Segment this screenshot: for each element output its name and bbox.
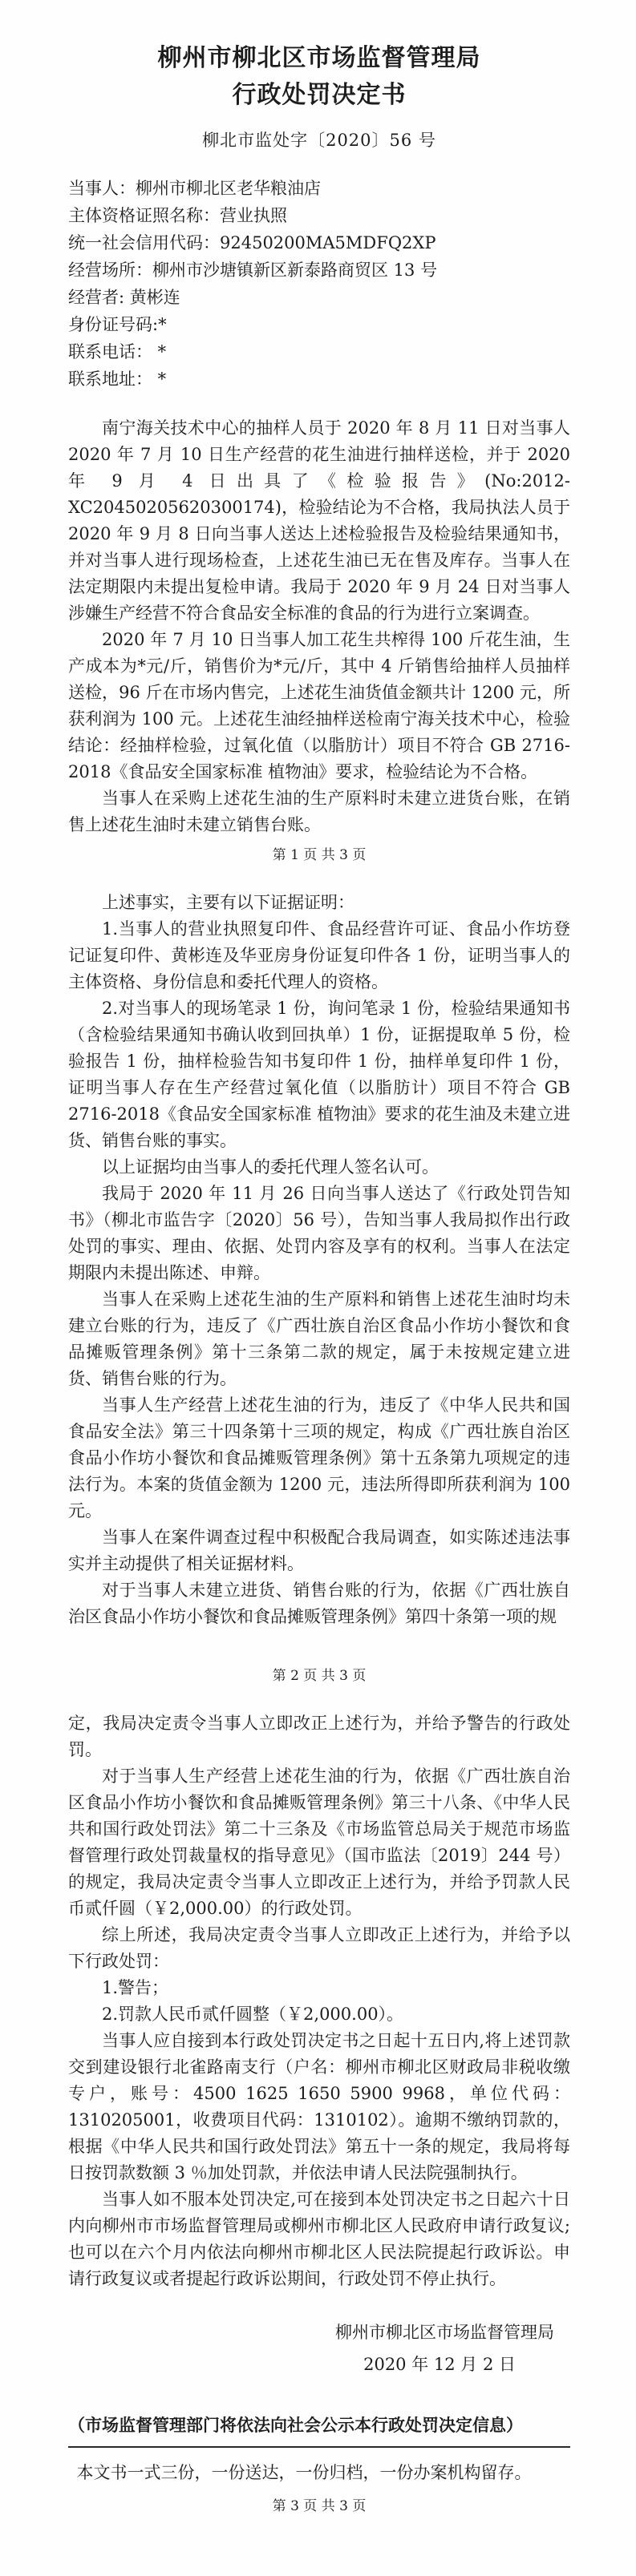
page-footer-2: 第 2 页 共 3 页 bbox=[272, 1668, 367, 1684]
evidence-intro-paragraph: 上述事实，主要有以下证据证明： bbox=[102, 893, 354, 912]
agency-title: 柳州市柳北区市场监督管理局 bbox=[157, 44, 481, 72]
ledger-fact-paragraph: 当事人在采购上述花生油的生产原料时未建立进货台账，在销售上述花生油时未建立销售台账。 bbox=[68, 789, 570, 834]
evidence-item-1-paragraph: 1.当事人的营业执照复印件、食品经营许可证、食品小作坊登记证复印件、黄彬连及华亚房身份证复印件各 1 份，证明当事人的主体资格、身份信息和委托代理人的资格。 bbox=[68, 919, 570, 991]
fine-penalty-basis-paragraph: 对于当事人生产经营上述花生油的行为，依据《广西壮族自治区食品小作坊小餐饮和食品摊贩管理条例》第三十八条、《中华人民共和国行政处罚法》第二十三条及《市场监管总局关于规范市场监督管理行政处罚裁量权的指导意见》（国市监法〔2019〕244 号）的规定，我局决定责令当事人立即改正上述行为，并给予罚款人民币贰仟圆（￥2,000.00）的行政处罚。 bbox=[68, 1766, 570, 1918]
page-footer-1: 第 1 页 共 3 页 bbox=[272, 847, 367, 863]
notice-service-paragraph: 我局于 2020 年 11 月 26 日向当事人送达了《行政处罚告知书》（柳北市监告字〔2020〕56 号），告知当事人我局拟作出行政处罚的事实、理由、依据、处罚内容及享有的权利。当事人在法定期限内未提出陈述、申辩。 bbox=[68, 1184, 570, 1282]
credit-code-line: 统一社会信用代码：92450200MA5MDFQ2XP bbox=[68, 233, 436, 252]
page-footer-3: 第 3 页 共 3 页 bbox=[272, 2498, 367, 2514]
facts-paragraph: 2020 年 7 月 10 日当事人加工花生共榨得 100 斤花生油，生产成本为*元/斤，销售价为*元/斤，其中 4 斤销售给抽样人员抽样送检，96 斤在市场内售完，上述花生油货值金额共计 1200 元，所获利润为 100 元。上述花生油经抽样送检南宁海关技术中心，检验结论：经抽样检验，过氧化值（以脂肪计）项目不符合 GB 2716-2018《食品安全国家标准 植物油》要求，检验结论为不合格。 bbox=[68, 630, 570, 781]
evidence-confirmation-paragraph: 以上证据均由当事人的委托代理人签名认可。 bbox=[102, 1157, 439, 1177]
signature-agency: 柳州市柳北区市场监督管理局 bbox=[335, 2323, 554, 2342]
case-origin-paragraph: 南宁海关技术中心的抽样人员于 2020 年 8 月 11 日对当事人 2020 年 7 月 10 日生产经营的花生油进行抽样送检，并于 2020 年 9 月 4 日出具了《检验报告》(No:2012-XC20450205620300174)，检验结论为不合格，我局执法人员于 2020 年 9 月 8 日向当事人送达上述检验报告及检验结果通知书，并对当事人进行现场检查，上述花生油已无在售及库存。当事人在法定期限内未提出复检申请。我局于 2020 年 9 月 24 日对当事人涉嫌生产经营不符合食品安全标准的食品的行为进行立案调查。 bbox=[68, 418, 570, 623]
document-body bbox=[68, 175, 570, 2518]
penalty-item-1: 1.警告； bbox=[102, 1978, 169, 1997]
id-number-line: 身份证号码:* bbox=[68, 315, 167, 334]
case-number: 柳北市监处字〔2020〕56 号 bbox=[202, 131, 436, 150]
operator-line: 经营者: 黄彬连 bbox=[68, 288, 180, 307]
appeal-rights-paragraph: 当事人如不服本处罚决定,可在接到本处罚决定书之日起六十日内向柳州市市场监督管理局或柳州市柳北区人民政府申请行政复议;也可以在六个月内依法向柳州市柳北区人民法院提起行政诉讼。申请行政复议或者提起行政诉讼期间，行政处罚不停止执行。 bbox=[68, 2190, 570, 2288]
license-type-line: 主体资格证照名称：营业执照 bbox=[68, 206, 287, 225]
contact-address-line: 联系地址： * bbox=[68, 369, 167, 389]
party-name-line: 当事人：柳州市柳北区老华粮油店 bbox=[68, 179, 321, 198]
cooperation-paragraph: 当事人在案件调查过程中积极配合我局调查，如实陈述违法事实并主动提供了相关证据材料。 bbox=[68, 1528, 570, 1573]
signature-date: 2020 年 12 月 2 日 bbox=[363, 2355, 516, 2374]
public-disclosure-note: （市场监督管理部门将依法向社会公示本行政处罚决定信息） bbox=[68, 2411, 570, 2448]
payment-instruction-paragraph: 当事人应自接到本行政处罚决定书之日起十五日内,将上述罚款交到建设银行北雀路南支行（户名：柳州市柳北区财政局非税收缴专户，账号：4500 1625 1650 5900 9968，单位代码：1310205001，收费项目代码：1310102）。逾期不缴纳罚款的，根据《中华人民共和国行政处罚法》第五十一条的规定，我局将每日按罚款数额 3 ％加处罚款，并依法申请人民法院强制执行。 bbox=[68, 2031, 570, 2182]
business-address-line: 经营场所：柳州市沙塘镇新区新泰路商贸区 13 号 bbox=[68, 260, 438, 280]
document-type-title: 行政处罚决定书 bbox=[232, 81, 407, 109]
food-safety-violation-paragraph: 当事人生产经营上述花生油的行为，违反了《中华人民共和国食品安全法》第三十四条第十三项的规定，构成《广西壮族自治区食品小作坊小餐饮和食品摊贩管理条例》第十五条第九项规定的违法行为。本案的货值金额为 1200 元，违法所得即所获利润为 100 元。 bbox=[68, 1395, 570, 1520]
ledger-penalty-continued-paragraph: 定，我局决定责令当事人立即改正上述行为，并给予警告的行政处罚。 bbox=[68, 1714, 570, 1759]
distribution-note: 本文书一式三份，一份送达，一份归档，一份办案机构留存。 bbox=[76, 2463, 532, 2482]
document-header bbox=[68, 40, 570, 154]
evidence-item-2-paragraph: 2.对当事人的现场笔录 1 份，询问笔录 1 份，检验结果通知书（含检验结果通知书确认收到回执单）1 份，证据提取单 5 份，检验报告 1 份，抽样检验告知书复印件 1 份，抽样单复印件 1 份，证明当事人存在生产经营过氧化值（以脂肪计）项目不符合 GB 2716-2018《食品安全国家标准 植物油》要求的花生油及未建立进货、销售台账的事实。 bbox=[68, 999, 570, 1150]
phone-line: 联系电话： * bbox=[68, 342, 167, 361]
penalty-item-2: 2.罚款人民币贰仟圆整（￥2,000.00）。 bbox=[102, 2005, 404, 2024]
ledger-violation-paragraph: 当事人在采购上述花生油的生产原料和销售上述花生油时均未建立台账的行为，违反了《广西壮族自治区食品小作坊小餐饮和食品摊贩管理条例》第十三条第二款的规定，属于未按规定建立进货、销售台账的行为。 bbox=[68, 1290, 570, 1388]
ledger-penalty-basis-paragraph: 对于当事人未建立进货、销售台账的行为，依据《广西壮族自治区食品小作坊小餐饮和食品摊贩管理条例》第四十条第一项的规 bbox=[68, 1581, 570, 1626]
decision-summary-paragraph: 综上所述，我局决定责令当事人立即改正上述行为，并给予以下行政处罚： bbox=[68, 1925, 570, 1971]
